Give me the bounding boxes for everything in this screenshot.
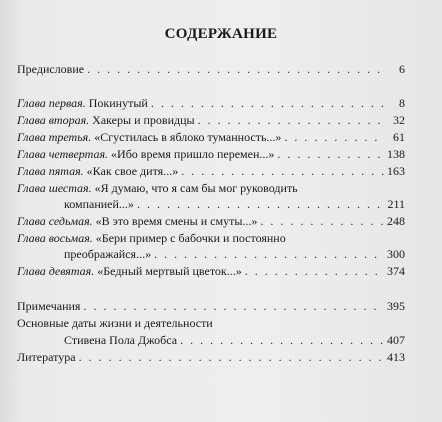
chapter-prefix: Глава пятая. (17, 164, 84, 178)
toc-entry-chapter-8-cont (64, 247, 405, 262)
chapter-title: «Как свое дитя...» (86, 164, 179, 178)
toc-entry-dates-cont (64, 333, 405, 348)
leader-dots (79, 350, 384, 365)
toc-entry-chapter-1 (17, 96, 405, 111)
toc-label-continuation: Стивена Пола Джобса (64, 333, 178, 347)
chapter-title: Хакеры и провидцы (92, 113, 195, 127)
leader-dots (260, 214, 384, 229)
toc-entry-chapter-4 (17, 147, 405, 162)
page-number: 300 (387, 247, 405, 261)
leader-dots (181, 164, 384, 179)
chapter-title-continuation: компанией...» (64, 197, 134, 211)
page-number: 211 (387, 197, 405, 211)
chapter-title: «Я думаю, что я сам бы мог руководить (94, 181, 298, 195)
page-number: 163 (387, 164, 405, 178)
leader-dots (245, 264, 384, 279)
chapter-title: «В это время смены и смуты...» (95, 214, 258, 228)
chapter-title: «Бедный мертвый цветок...» (97, 264, 242, 278)
page-number: 248 (387, 214, 405, 228)
leader-dots (83, 299, 384, 314)
page-title: СОДЕРЖАНИЕ (164, 26, 278, 42)
page-number: 413 (387, 350, 405, 364)
chapter-prefix: Глава седьмая. (17, 214, 93, 228)
page-number: 6 (399, 62, 405, 76)
leader-dots (137, 197, 384, 212)
toc-entry-chapter-5 (17, 164, 405, 179)
leader-dots (180, 333, 384, 348)
chapter-title: «Сгустилась в яблоко туманность...» (94, 130, 282, 144)
toc-entry-chapter-3 (17, 130, 405, 145)
leader-dots (277, 147, 384, 162)
toc-entry-preface (17, 62, 405, 77)
page-number: 395 (387, 299, 405, 313)
leader-dots (151, 96, 384, 111)
leader-dots (198, 113, 384, 128)
chapter-prefix: Глава первая. (17, 96, 86, 110)
page-number: 61 (393, 130, 405, 144)
toc-entry-literature (17, 350, 405, 365)
page-number: 407 (387, 333, 405, 347)
toc-entry-notes (17, 299, 405, 314)
chapter-prefix: Глава девятая. (17, 264, 95, 278)
chapter-prefix: Глава вторая. (17, 113, 90, 127)
page-number: 374 (387, 264, 405, 278)
toc-entry-dates: Основные даты жизни и деятельности (17, 316, 213, 330)
leader-dots (284, 130, 384, 145)
toc-entry-chapter-8 (17, 231, 286, 246)
toc-entry-chapter-2 (17, 113, 405, 128)
chapter-title: Покинутый (88, 96, 148, 110)
toc-label: Примечания (17, 299, 81, 313)
toc-label: Литература (17, 350, 76, 364)
toc-entry-chapter-7 (17, 214, 405, 229)
toc-entry-chapter-9 (17, 264, 405, 279)
chapter-prefix: Глава третья. (17, 130, 92, 144)
chapter-title: «Бери пример с бабочки и постоянно (95, 231, 286, 245)
leader-dots (154, 247, 384, 262)
toc-entry-chapter-6-cont (64, 197, 405, 212)
page-number: 138 (387, 147, 405, 161)
toc-label: Предисловие (17, 62, 85, 76)
toc-entry-chapter-6 (17, 181, 298, 196)
chapter-title-continuation: преображайся...» (64, 247, 152, 261)
chapter-title: «Ибо время пришло перемен...» (111, 147, 275, 161)
page-number: 8 (399, 96, 405, 110)
leader-dots (87, 62, 384, 77)
page-number: 32 (393, 113, 405, 127)
chapter-prefix: Глава шестая. (17, 181, 92, 195)
chapter-prefix: Глава восьмая. (17, 231, 93, 245)
chapter-prefix: Глава четвертая. (17, 147, 109, 161)
